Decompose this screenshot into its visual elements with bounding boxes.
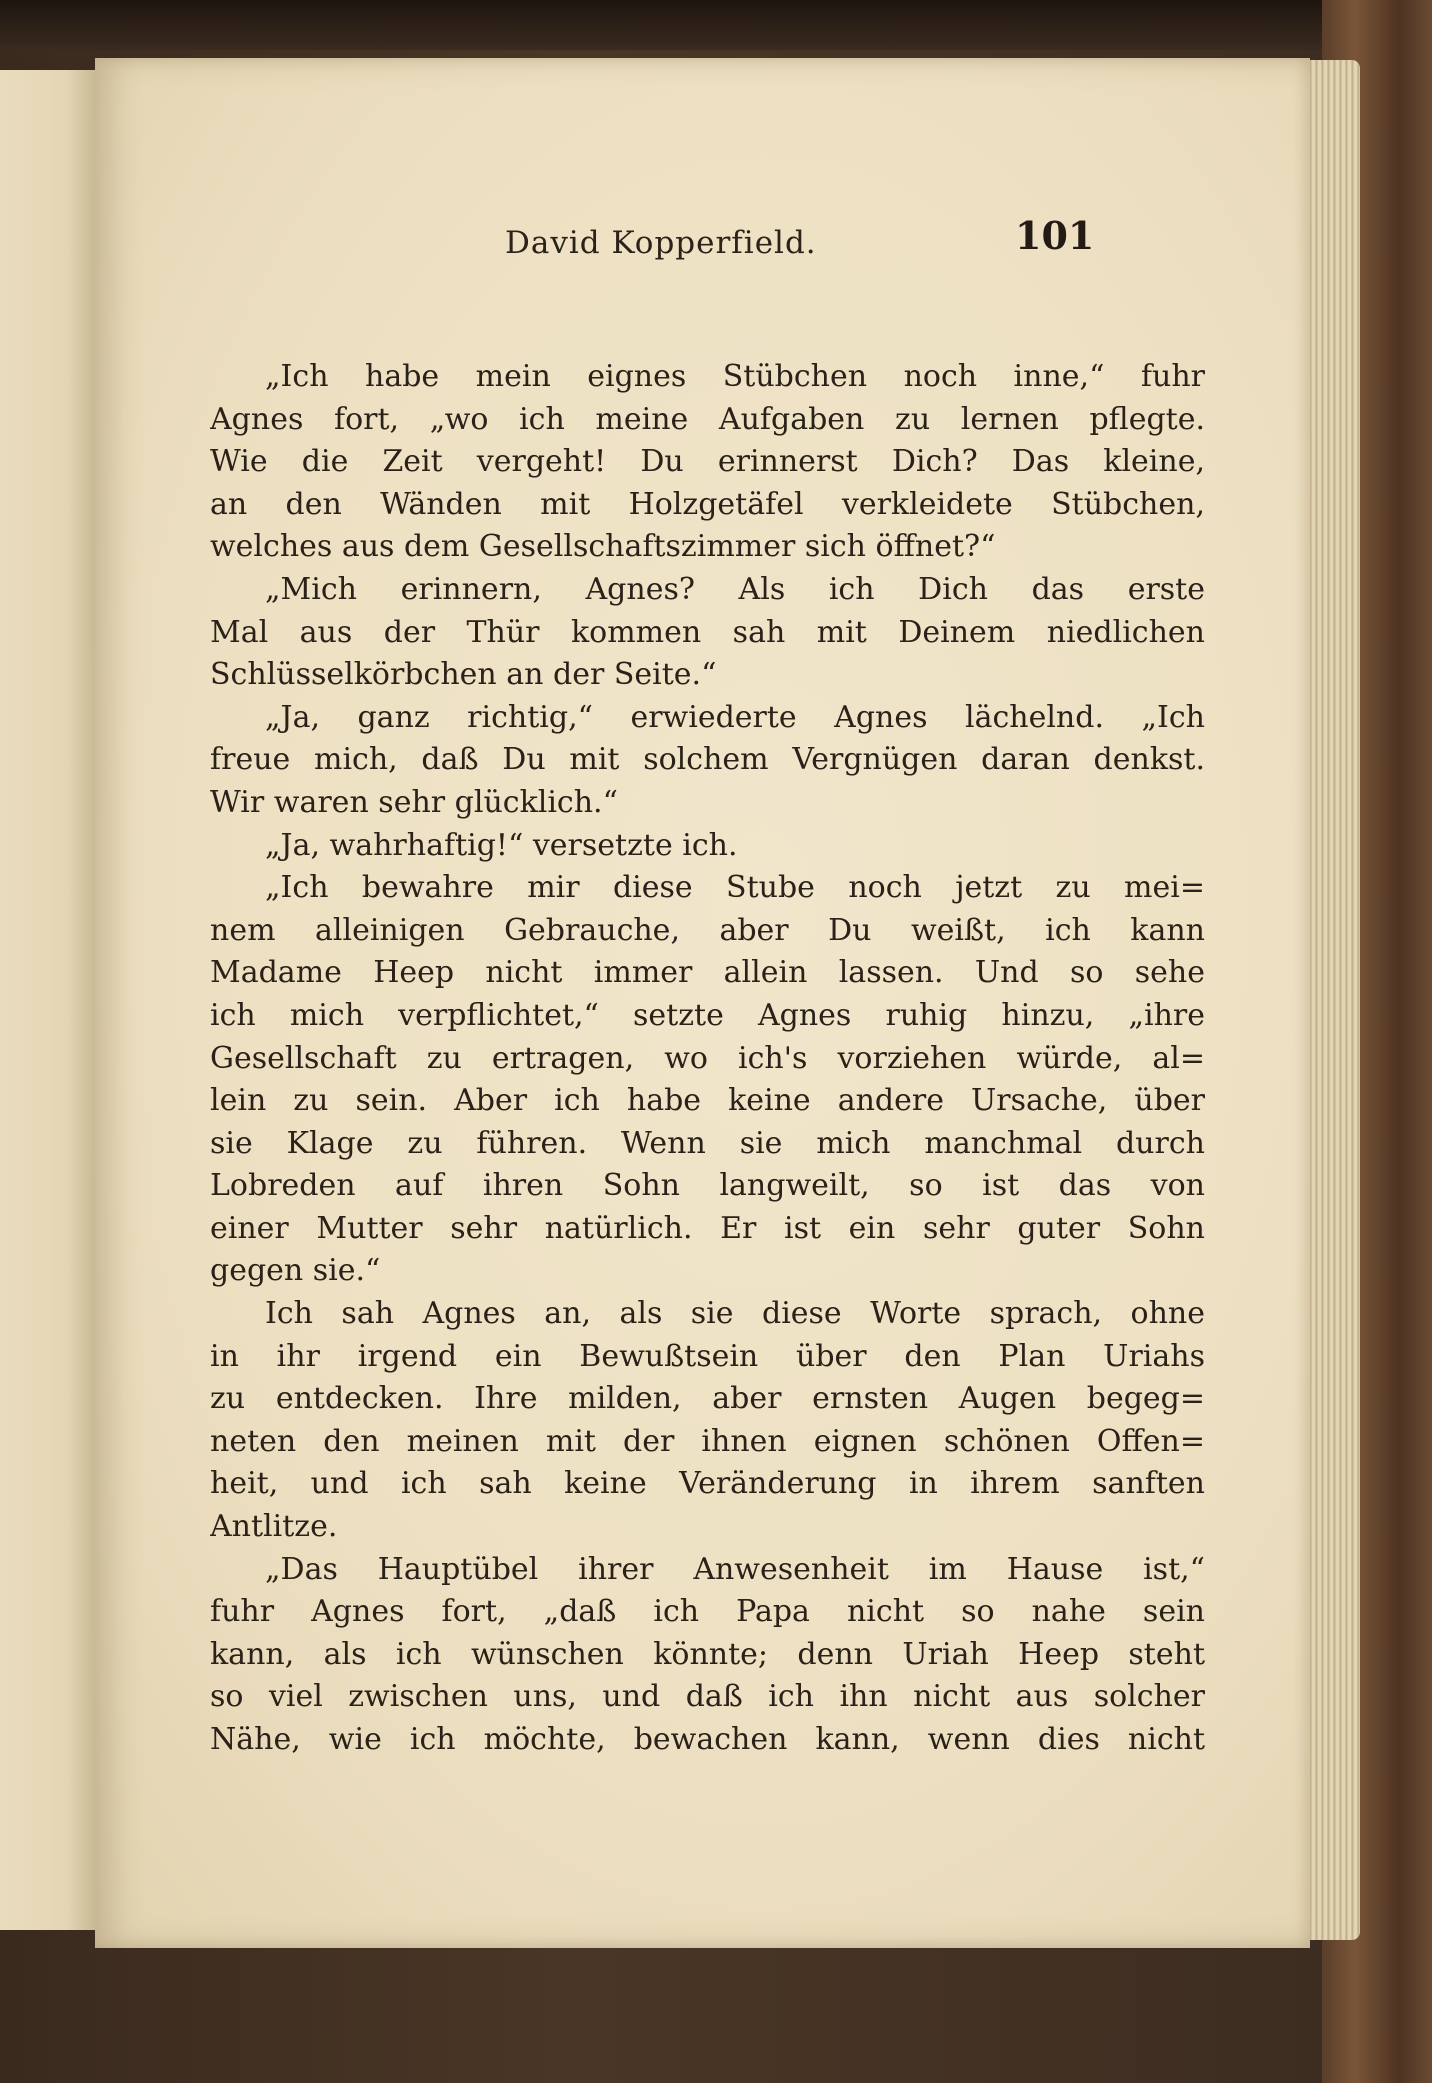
text-line: an den Wänden mit Holzgetäfel verkleidete Stübchen,: [210, 486, 1205, 522]
text-line: ich mich verpflichtet,“ setzte Agnes ruhig hinzu, „ihre: [210, 997, 1205, 1033]
text-line: „Ja, ganz richtig,“ erwiederte Agnes lächelnd. „Ich: [265, 699, 1205, 735]
text-line: gegen sie.“: [210, 1253, 381, 1289]
text-line: sie Klage zu führen. Wenn sie mich manchmal durch: [210, 1125, 1205, 1161]
text-line: Nähe, wie ich möchte, bewachen kann, wenn dies nicht: [210, 1722, 1205, 1757]
text-line: nem alleinigen Gebrauche, aber Du weißt, ich kann: [210, 912, 1205, 948]
text-line: freue mich, daß Du mit solchem Vergnügen daran denkst.: [210, 742, 1205, 778]
text-line: Ich sah Agnes an, als sie diese Worte sprach, ohne: [265, 1296, 1205, 1332]
text-line: Lobreden auf ihren Sohn langweilt, so ist das von: [210, 1168, 1205, 1204]
text-line: „Mich erinnern, Agnes? Als ich Dich das erste: [265, 571, 1205, 607]
text-line: kann, als ich wünschen könnte; denn Uriah Heep steht: [210, 1636, 1205, 1672]
text-line: Wir waren sehr glücklich.“: [210, 784, 618, 820]
text-line: einer Mutter sehr natürlich. Er ist ein sehr guter Sohn: [210, 1210, 1205, 1246]
scan-top-edge: [0, 0, 1432, 50]
text-line: Schlüsselkörbchen an der Seite.“: [210, 657, 717, 693]
text-line: „Das Hauptübel ihrer Anwesenheit im Hause ist,“: [265, 1551, 1205, 1587]
running-title: David Kopperfield.: [505, 225, 817, 261]
text-line: zu entdecken. Ihre milden, aber ernsten Augen begeg=: [210, 1381, 1205, 1417]
facing-page: [0, 70, 95, 1930]
text-line: Antlitze.: [210, 1509, 338, 1545]
body-text: [210, 356, 1205, 1762]
text-line: in ihr irgend ein Bewußtsein über den Plan Uriahs: [210, 1338, 1205, 1374]
text-line: Gesellschaft zu ertragen, wo ich's vorziehen würde, al=: [210, 1040, 1205, 1076]
text-line: „Ich bewahre mir diese Stube noch jetzt zu mei=: [265, 870, 1205, 906]
text-line: so viel zwischen uns, und daß ich ihn nicht aus solcher: [210, 1679, 1205, 1715]
text-line: „Ja, wahrhaftig!“ versetzte ich.: [265, 827, 738, 863]
text-line: Madame Heep nicht immer allein lassen. Und so sehe: [210, 955, 1205, 991]
text-line: Wie die Zeit vergeht! Du erinnerst Dich? Das kleine,: [210, 444, 1205, 480]
page-number: 101: [1015, 213, 1095, 258]
text-line: lein zu sein. Aber ich habe keine andere Ursache, über: [210, 1083, 1205, 1119]
text-line: Mal aus der Thür kommen sah mit Deinem niedlichen: [210, 614, 1205, 650]
text-line: welches aus dem Gesellschaftszimmer sich öffnet?“: [210, 529, 996, 565]
running-head: [95, 213, 1310, 273]
book-page: [95, 58, 1310, 1948]
text-line: „Ich habe mein eignes Stübchen noch inne,“ fuhr: [265, 359, 1205, 394]
text-line: fuhr Agnes fort, „daß ich Papa nicht so nahe sein: [210, 1594, 1205, 1630]
text-line: heit, und ich sah keine Veränderung in ihrem sanften: [210, 1466, 1205, 1502]
text-line: Agnes fort, „wo ich meine Aufgaben zu lernen pflegte.: [210, 401, 1205, 437]
text-line: neten den meinen mit der ihnen eignen schönen Offen=: [210, 1423, 1205, 1459]
